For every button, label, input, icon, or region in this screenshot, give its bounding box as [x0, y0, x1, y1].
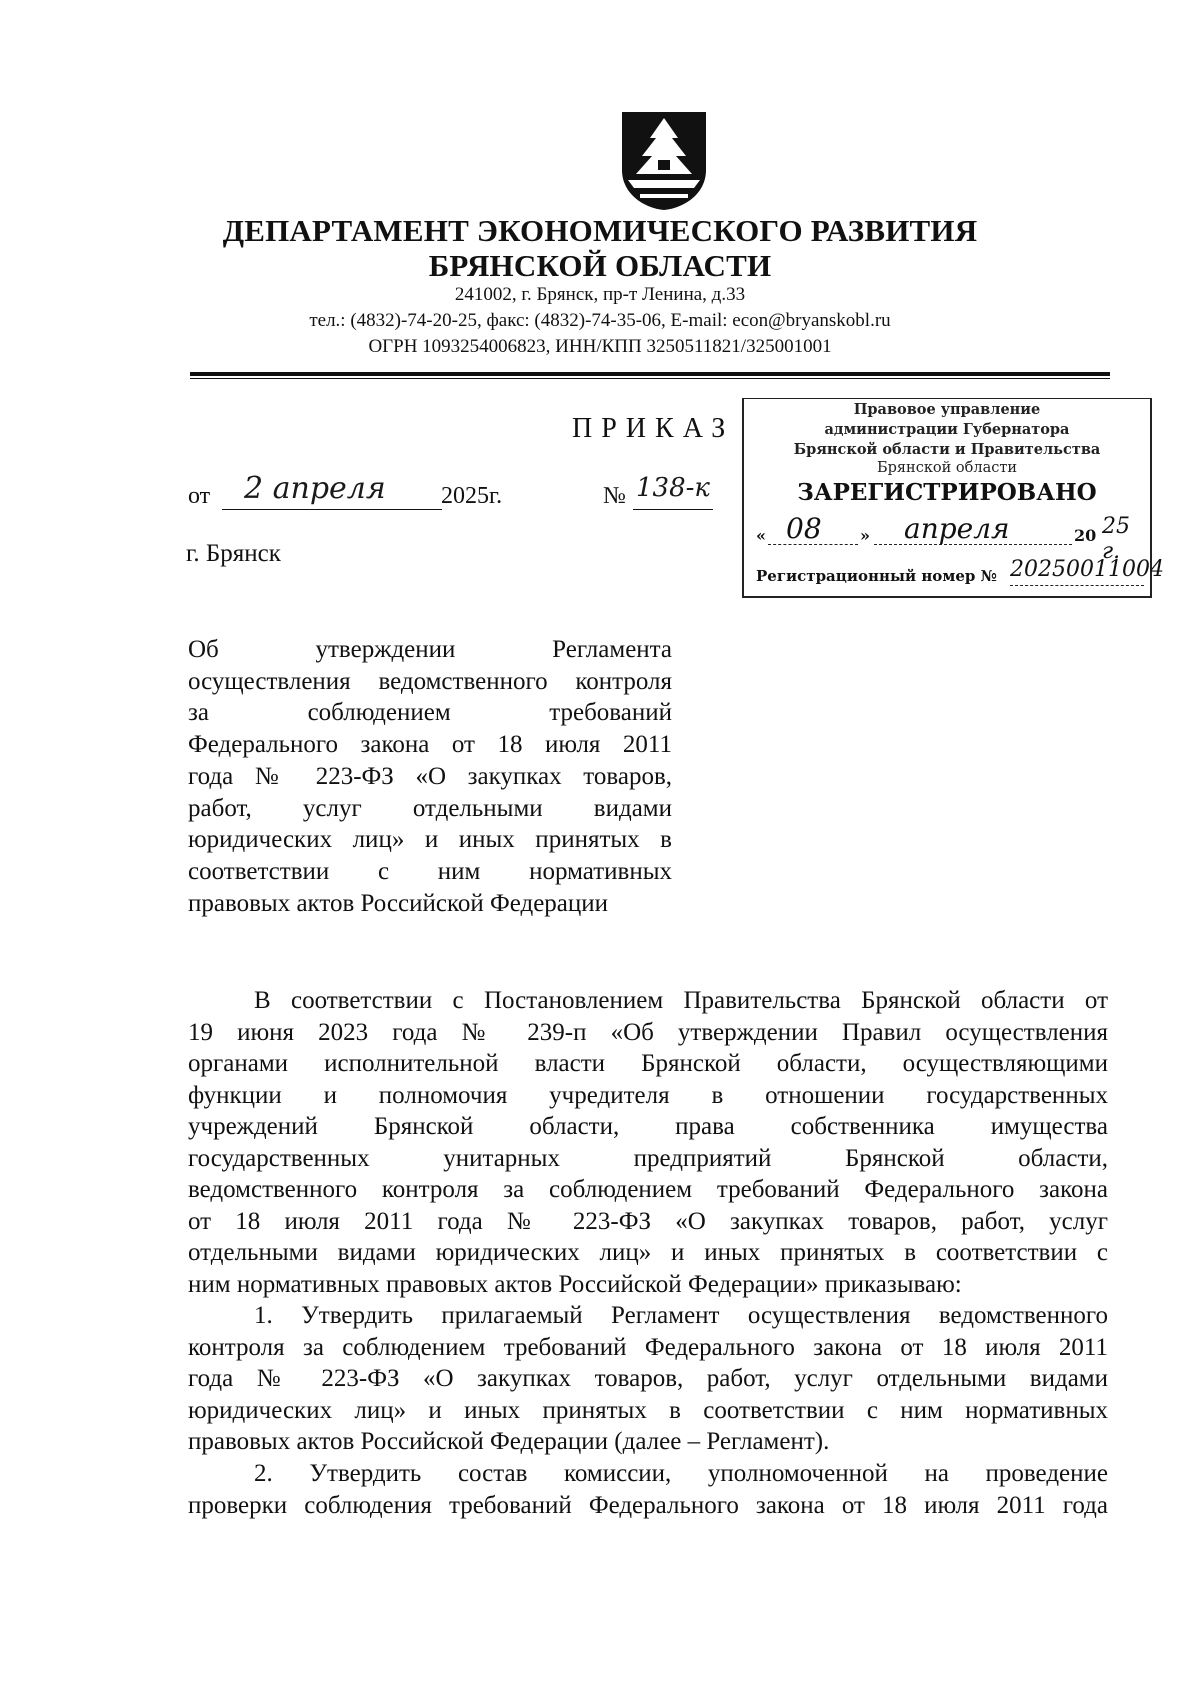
paragraph-preamble — [188, 985, 1108, 1300]
body-line: функции и полномочия учредителя в отношении государственных — [188, 1081, 1108, 1109]
number-underline — [633, 509, 713, 510]
stamp-number-row — [756, 557, 1164, 589]
body-line: года № 223-ФЗ «О закупках товаров, работ, услуг отдельными видами — [188, 1365, 1108, 1392]
body-line: учреждений Брянской области, права собственника имущества — [188, 1113, 1108, 1140]
paragraph-item-2 — [188, 1458, 1108, 1521]
stamp-reg-label: Регистрационный номер № — [756, 567, 997, 585]
department-address: 241002, г. Брянск, пр-т Ленина, д.33 — [454, 284, 746, 305]
stamp-year-prefix: 20 — [1074, 526, 1097, 545]
header-divider — [190, 372, 1110, 376]
body-line: ведомственного контроля за соблюдением требований Федерального закона — [188, 1176, 1108, 1203]
body-line: 1. Утвердить прилагаемый Регламент осуществления ведомственного — [254, 1302, 1108, 1329]
subject-line: юридических лиц» и иных принятых в — [188, 826, 672, 854]
subject-line: соответствии с ним нормативных — [188, 857, 672, 885]
header-divider-thin — [190, 378, 1110, 379]
order-city: г. Брянск — [186, 540, 281, 567]
stamp-date-row — [756, 512, 1144, 564]
body-line: В соответствии с Постановлением Правительства Брянской области от — [254, 987, 1108, 1014]
body-line: государственных унитарных предприятий Брянской области, — [188, 1144, 1108, 1172]
subject-line: за соблюдением требований — [188, 699, 672, 727]
subject-line: осуществления ведомственного контроля — [188, 667, 672, 695]
body-line: от 18 июля 2011 года № 223-ФЗ «О закупках товаров, работ, услуг — [188, 1207, 1108, 1235]
order-subject — [188, 634, 672, 919]
body-line: правовых актов Российской Федерации (далее – Регламент). — [188, 1428, 830, 1455]
stamp-quote-close: » — [860, 526, 870, 545]
order-date-handwritten: 2 апреля — [244, 471, 386, 506]
stamp-line3: Брянской области и Правительства — [793, 441, 1101, 458]
order-year: 2025г. — [441, 483, 503, 509]
stamp-quote-open: « — [756, 526, 766, 545]
paragraph-item-1 — [188, 1300, 1108, 1458]
order-number-label: № — [603, 483, 626, 509]
department-contacts: тел.: (4832)-74-20-25, факс: (4832)-74-35-06, E-mail: econ@bryanskobl.ru — [309, 310, 891, 331]
body-line: органами исполнительной власти Брянской области, осуществляющими — [188, 1050, 1108, 1077]
body-line: ним нормативных правовых актов Российской Федерации» приказываю: — [188, 1270, 962, 1298]
stamp-month-handwritten: апреля — [904, 512, 1010, 545]
subject-line: правовых актов Российской Федерации — [188, 889, 609, 917]
stamp-line2: администрации Губернатора — [824, 421, 1070, 438]
stamp-day-handwritten: 08 — [786, 512, 822, 545]
stamp-line4: Брянской области — [876, 460, 1018, 476]
department-title-line2: БРЯНСКОЙ ОБЛАСТИ — [428, 248, 772, 283]
from-label: от — [188, 483, 211, 509]
body-line: проверки соблюдения требований Федерального закона от 18 июля 2011 года — [188, 1491, 1108, 1519]
body-line: контроля за соблюдением требований Федерального закона от 18 июля 2011 — [188, 1333, 1108, 1361]
body-line: юридических лиц» и иных принятых в соответствии с ним нормативных — [188, 1396, 1108, 1424]
body-line: отдельными видами юридических лиц» и иных принятых в соответствии с — [188, 1239, 1108, 1266]
stamp-reg-number-handwritten: 20250011004 — [1010, 557, 1164, 582]
stamp-registered: ЗАРЕГИСТРИРОВАНО — [797, 479, 1097, 506]
stamp-year-handwritten: 25 г. — [1102, 514, 1130, 564]
body-line: 19 июня 2023 года № 239-п «Об утверждении Правил осуществления — [188, 1018, 1108, 1046]
subject-line: работ, услуг отдельными видами — [188, 794, 672, 822]
body-line: 2. Утвердить состав комиссии, уполномоченной на проведение — [254, 1460, 1108, 1487]
subject-line: Федерального закона от 18 июля 2011 — [188, 731, 672, 759]
subject-line: Об утверждении Регламента — [188, 636, 672, 663]
order-date-number-row — [188, 471, 728, 517]
subject-line: года № 223-ФЗ «О закупках товаров, — [188, 762, 672, 790]
stamp-number-underline — [1010, 585, 1144, 586]
order-title: ПРИКАЗ — [572, 413, 735, 444]
stamp-line1: Правовое управление — [853, 401, 1041, 418]
department-title-line1: ДЕПАРТАМЕНТ ЭКОНОМИЧЕСКОГО РАЗВИТИЯ — [222, 213, 978, 248]
order-number-handwritten: 138-к — [636, 473, 710, 503]
registration-stamp — [742, 398, 1164, 598]
department-registration-ids: ОГРН 1093254006823, ИНН/КПП 3250511821/325001001 — [368, 336, 832, 357]
brjansk-coat-of-arms-icon — [618, 108, 710, 212]
date-underline — [222, 509, 442, 510]
